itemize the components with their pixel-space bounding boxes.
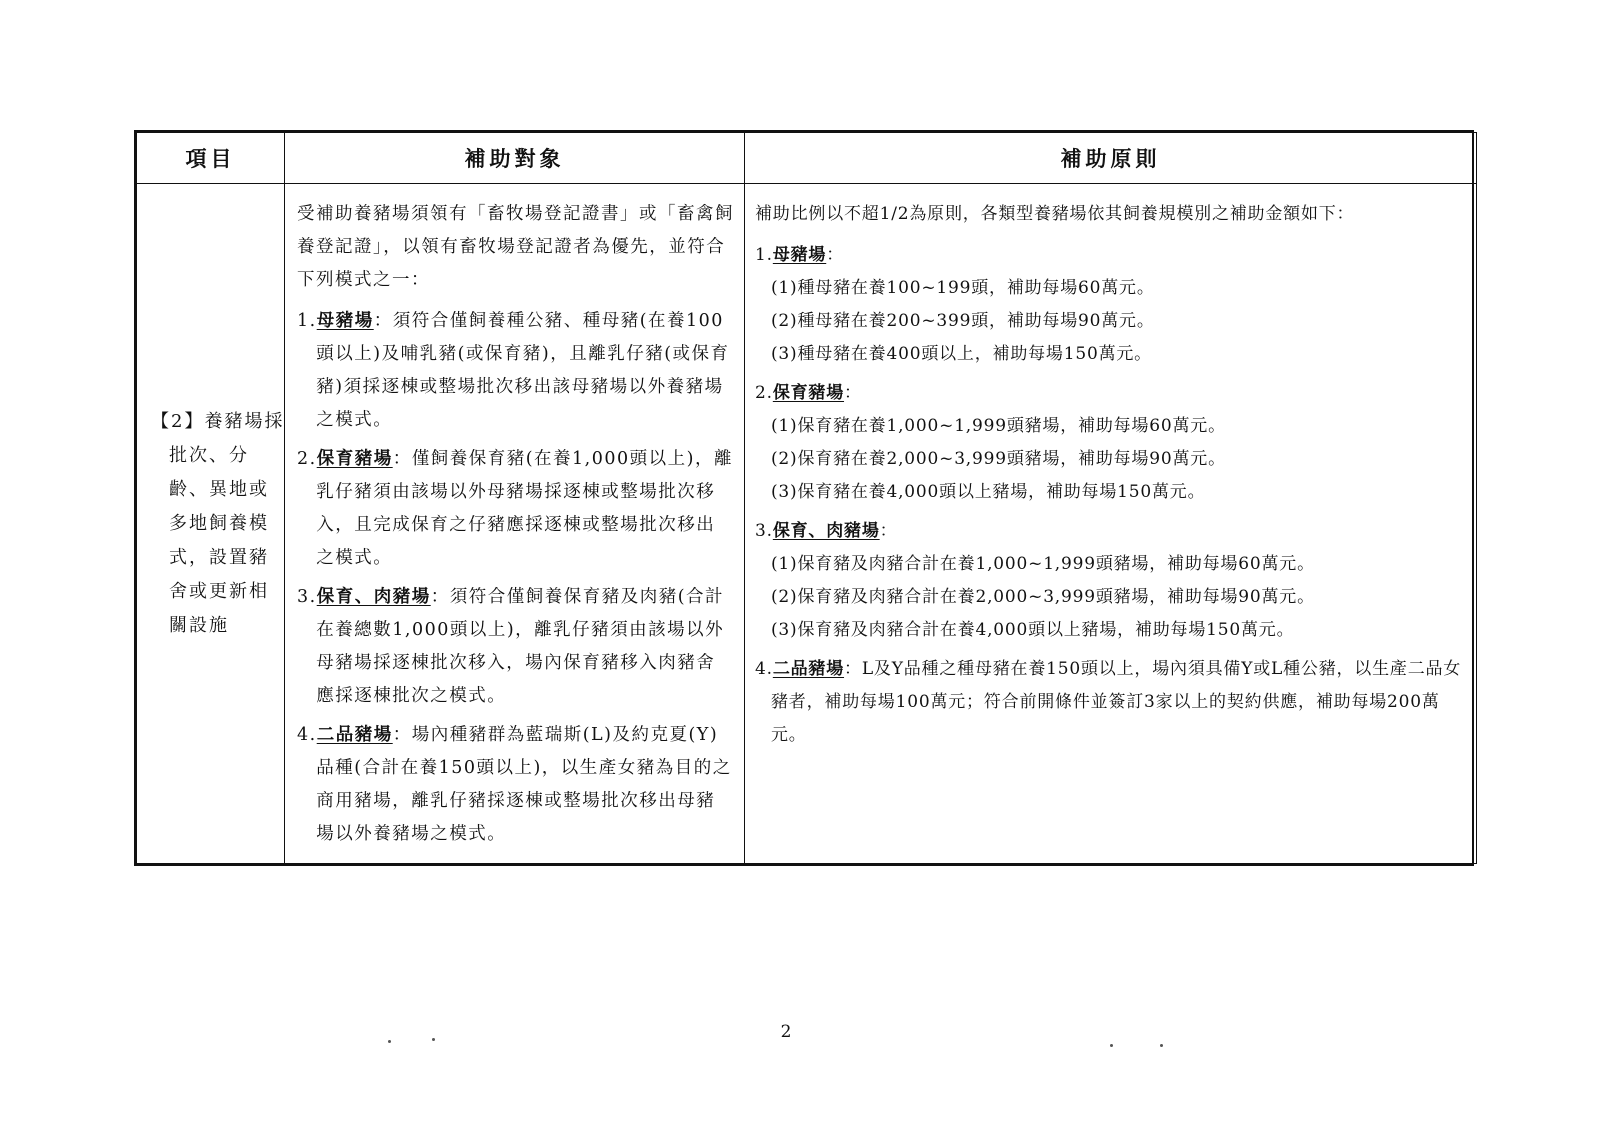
category-number: 1. [755, 245, 773, 265]
category-description [755, 653, 1466, 752]
category-colon: ： [879, 521, 898, 541]
category-colon: ： [844, 383, 862, 403]
target-mode-f1-farm [297, 719, 734, 851]
item-cell [137, 184, 285, 864]
scan-speck [1110, 1044, 1113, 1047]
subsidy-tier: (3)保育豬及肉豬合計在養4,000頭以上豬場，補助每場150萬元。 [771, 620, 1295, 640]
item-label: 【2】養豬場採批次、分齡、異地或多地飼養模式，設置豬舍或更新相關設施 [151, 410, 285, 636]
target-intro: 受補助養豬場須領有「畜牧場登記證書」或「畜禽飼養登記證」，以領有畜牧場登記證者為優先，並符合下列模式之一： [297, 204, 734, 290]
category-name: 母豬場 [772, 245, 827, 265]
mode-name: 保育、肉豬場 [316, 587, 431, 607]
principle-category-nursery-farm [755, 377, 1466, 509]
category-title [755, 377, 1466, 410]
subsidy-tier: (2)保育豬在養2,000~3,999頭豬場，補助每場90萬元。 [771, 449, 1226, 469]
subsidy-tier: (1)種母豬在養100~199頭，補助每場60萬元。 [771, 278, 1155, 298]
mode-text: ：場內種豬群為藍瑞斯(L)及約克夏(Y)品種(合計在養150頭以上)，以生產女豬為目的之商用豬場，離乳仔豬採逐棟或整場批次移出母豬場以外養豬場之模式。 [316, 725, 732, 844]
mode-name: 保育豬場 [316, 449, 393, 469]
mode-name: 母豬場 [316, 311, 374, 331]
subsidy-tier: (1)保育豬及肉豬合計在養1,000~1,999頭豬場，補助每場60萬元。 [771, 554, 1315, 574]
page-number: 2 [780, 1022, 792, 1042]
category-name: 保育、肉豬場 [772, 521, 880, 541]
subsidy-tier: (1)保育豬在養1,000~1,999頭豬場，補助每場60萬元。 [771, 416, 1226, 436]
category-name: 保育豬場 [772, 383, 845, 403]
mode-name: 二品豬場 [316, 725, 393, 745]
category-name: 二品豬場 [772, 659, 845, 679]
principle-category-f1-farm [755, 653, 1466, 752]
table-header-row [137, 133, 1477, 184]
mode-number: 4. [297, 725, 317, 745]
mode-text: ：須符合僅飼養種公豬、種母豬(在養100頭以上)及哺乳豬(或保育豬)，且離乳仔豬(或保育豬)須採逐棟或整場批次移出該母豬場以外養豬場之模式。 [316, 311, 730, 430]
table-row [137, 184, 1477, 864]
principle-category-sow-farm [755, 239, 1466, 371]
target-mode-sow-farm [297, 305, 734, 437]
scan-speck [388, 1040, 391, 1043]
category-title [755, 515, 1466, 548]
subsidy-tier: (2)種母豬在養200~399頭，補助每場90萬元。 [771, 311, 1155, 331]
target-mode-nursery-farm [297, 443, 734, 575]
category-number: 4. [755, 659, 773, 679]
scan-speck [432, 1038, 435, 1041]
target-cell [285, 184, 745, 864]
category-number: 2. [755, 383, 773, 403]
category-number: 3. [755, 521, 773, 541]
target-mode-nursery-finisher-farm [297, 581, 734, 713]
subsidy-tier: (3)種母豬在養400頭以上，補助每場150萬元。 [771, 344, 1152, 364]
mode-number: 1. [297, 311, 317, 331]
principle-intro: 補助比例以不超1/2為原則，各類型養豬場依其飼養規模別之補助金額如下： [755, 204, 1355, 224]
mode-number: 3. [297, 587, 317, 607]
category-text: ：L及Y品種之種母豬在養150頭以上，場內須具備Y或L種公豬，以生產二品女豬者，補助每場100萬元；符合前開條件並簽訂3家以上的契約供應，補助每場200萬元。 [771, 659, 1462, 745]
header-principle: 補助原則 [745, 133, 1477, 184]
header-target: 補助對象 [285, 133, 745, 184]
scan-speck [1160, 1044, 1163, 1047]
principle-category-nursery-finisher-farm [755, 515, 1466, 647]
mode-text: ：須符合僅飼養保育豬及肉豬(合計在養總數1,000頭以上)，離乳仔豬須由該場以外母豬場採逐棟批次移入，場內保育豬移入肉豬舍應採逐棟批次之模式。 [316, 587, 725, 706]
subsidy-tier: (2)保育豬及肉豬合計在養2,000~3,999頭豬場，補助每場90萬元。 [771, 587, 1315, 607]
subsidy-table [136, 132, 1477, 864]
mode-text: ：僅飼養保育豬(在養1,000頭以上)，離乳仔豬須由該場以外母豬場採逐棟或整場批次移入，且完成保育之仔豬應採逐棟或整場批次移出之模式。 [316, 449, 733, 568]
category-title [755, 239, 1466, 272]
header-item: 項目 [137, 133, 285, 184]
principle-cell [745, 184, 1477, 864]
subsidy-tier: (3)保育豬在養4,000頭以上豬場，補助每場150萬元。 [771, 482, 1206, 502]
mode-number: 2. [297, 449, 317, 469]
subsidy-table-frame [134, 130, 1474, 866]
category-colon: ： [826, 245, 845, 265]
